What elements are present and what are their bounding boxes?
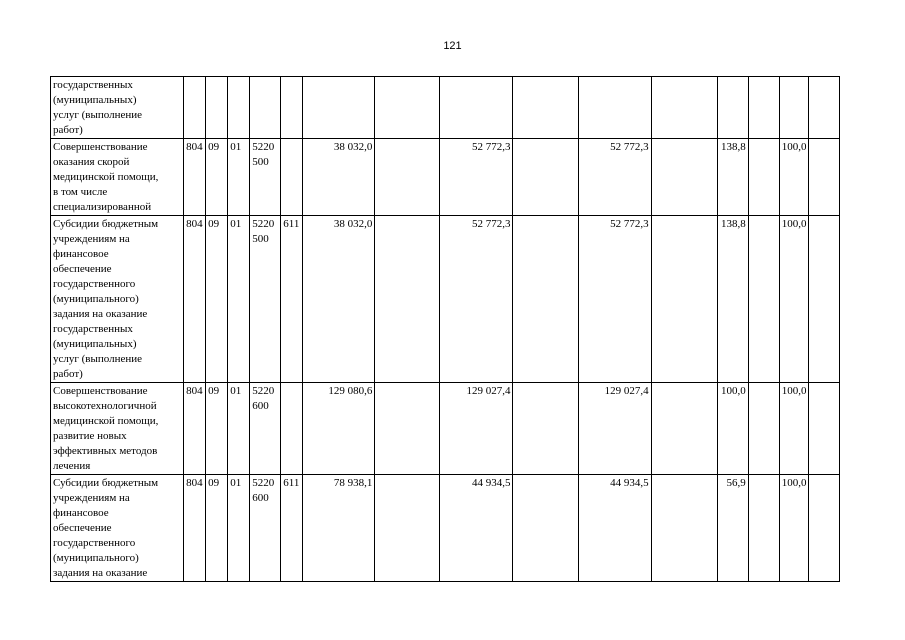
value-2	[375, 216, 440, 383]
expense-type-code: 611	[281, 216, 303, 383]
row-name: Субсидии бюджетным учреждениям на финансовое обеспечение государственного (муниципального) задания на оказание государственных (муниципальных) услуг (выполнение работ)	[51, 216, 184, 383]
row-name: Совершенствование высокотехнологичной медицинской помощи, развитие новых эффективных методов лечения	[51, 383, 184, 475]
value-4: 44 934,5	[578, 475, 651, 582]
value-1: 38 032,0	[303, 216, 375, 383]
value-1: 129 080,6	[303, 383, 375, 475]
row-name: Совершенствование оказания скорой медицинской помощи, в том числе специализированной	[51, 139, 184, 216]
percent-1: 56,9	[717, 475, 748, 582]
target-code: 5220 500	[250, 216, 281, 383]
empty-cell	[808, 475, 839, 582]
value-4: 129 027,4	[578, 383, 651, 475]
percent-1: 138,8	[717, 139, 748, 216]
empty-cell	[748, 216, 779, 383]
empty-cell	[651, 77, 717, 139]
empty-cell	[748, 139, 779, 216]
target-code: 5220 500	[250, 139, 281, 216]
empty-cell	[651, 475, 717, 582]
value-3	[440, 77, 513, 139]
empty-cell	[748, 77, 779, 139]
value-2	[375, 383, 440, 475]
percent-2: 100,0	[779, 475, 808, 582]
percent-1: 138,8	[717, 216, 748, 383]
section-code	[206, 77, 228, 139]
value-3: 52 772,3	[440, 216, 513, 383]
empty-cell	[513, 383, 578, 475]
value-3: 129 027,4	[440, 383, 513, 475]
table-row	[51, 383, 840, 475]
empty-cell	[808, 139, 839, 216]
value-2	[375, 475, 440, 582]
percent-1	[717, 77, 748, 139]
percent-1: 100,0	[717, 383, 748, 475]
value-1: 78 938,1	[303, 475, 375, 582]
subsection-code: 01	[228, 475, 250, 582]
value-4: 52 772,3	[578, 216, 651, 383]
table-row	[51, 216, 840, 383]
empty-cell	[513, 139, 578, 216]
empty-cell	[808, 216, 839, 383]
empty-cell	[651, 383, 717, 475]
subsection-code: 01	[228, 216, 250, 383]
ved-code: 804	[184, 216, 206, 383]
target-code: 5220 600	[250, 383, 281, 475]
subsection-code: 01	[228, 383, 250, 475]
expense-type-code	[281, 383, 303, 475]
percent-2: 100,0	[779, 383, 808, 475]
ved-code: 804	[184, 139, 206, 216]
expense-type-code	[281, 139, 303, 216]
table-row	[51, 139, 840, 216]
empty-cell	[513, 216, 578, 383]
percent-2: 100,0	[779, 139, 808, 216]
ved-code: 804	[184, 475, 206, 582]
page-number: 121	[443, 40, 462, 52]
row-name: государственных (муниципальных) услуг (выполнение работ)	[51, 77, 184, 139]
table-row	[51, 77, 840, 139]
value-3: 52 772,3	[440, 139, 513, 216]
value-2	[375, 139, 440, 216]
section-code: 09	[206, 383, 228, 475]
value-3: 44 934,5	[440, 475, 513, 582]
subsection-code: 01	[228, 139, 250, 216]
expense-type-code: 611	[281, 475, 303, 582]
target-code: 5220 600	[250, 475, 281, 582]
percent-2	[779, 77, 808, 139]
section-code: 09	[206, 216, 228, 383]
expense-type-code	[281, 77, 303, 139]
value-2	[375, 77, 440, 139]
empty-cell	[513, 77, 578, 139]
row-name: Субсидии бюджетным учреждениям на финансовое обеспечение государственного (муниципального) задания на оказание	[51, 475, 184, 582]
empty-cell	[651, 139, 717, 216]
value-1: 38 032,0	[303, 139, 375, 216]
empty-cell	[808, 383, 839, 475]
ved-code	[184, 77, 206, 139]
target-code	[250, 77, 281, 139]
subsection-code	[228, 77, 250, 139]
percent-2: 100,0	[779, 216, 808, 383]
section-code: 09	[206, 139, 228, 216]
empty-cell	[513, 475, 578, 582]
ved-code: 804	[184, 383, 206, 475]
empty-cell	[651, 216, 717, 383]
value-4: 52 772,3	[578, 139, 651, 216]
section-code: 09	[206, 475, 228, 582]
value-4	[578, 77, 651, 139]
table-row	[51, 475, 840, 582]
value-1	[303, 77, 375, 139]
budget-table	[50, 76, 840, 582]
empty-cell	[748, 475, 779, 582]
empty-cell	[748, 383, 779, 475]
empty-cell	[808, 77, 839, 139]
